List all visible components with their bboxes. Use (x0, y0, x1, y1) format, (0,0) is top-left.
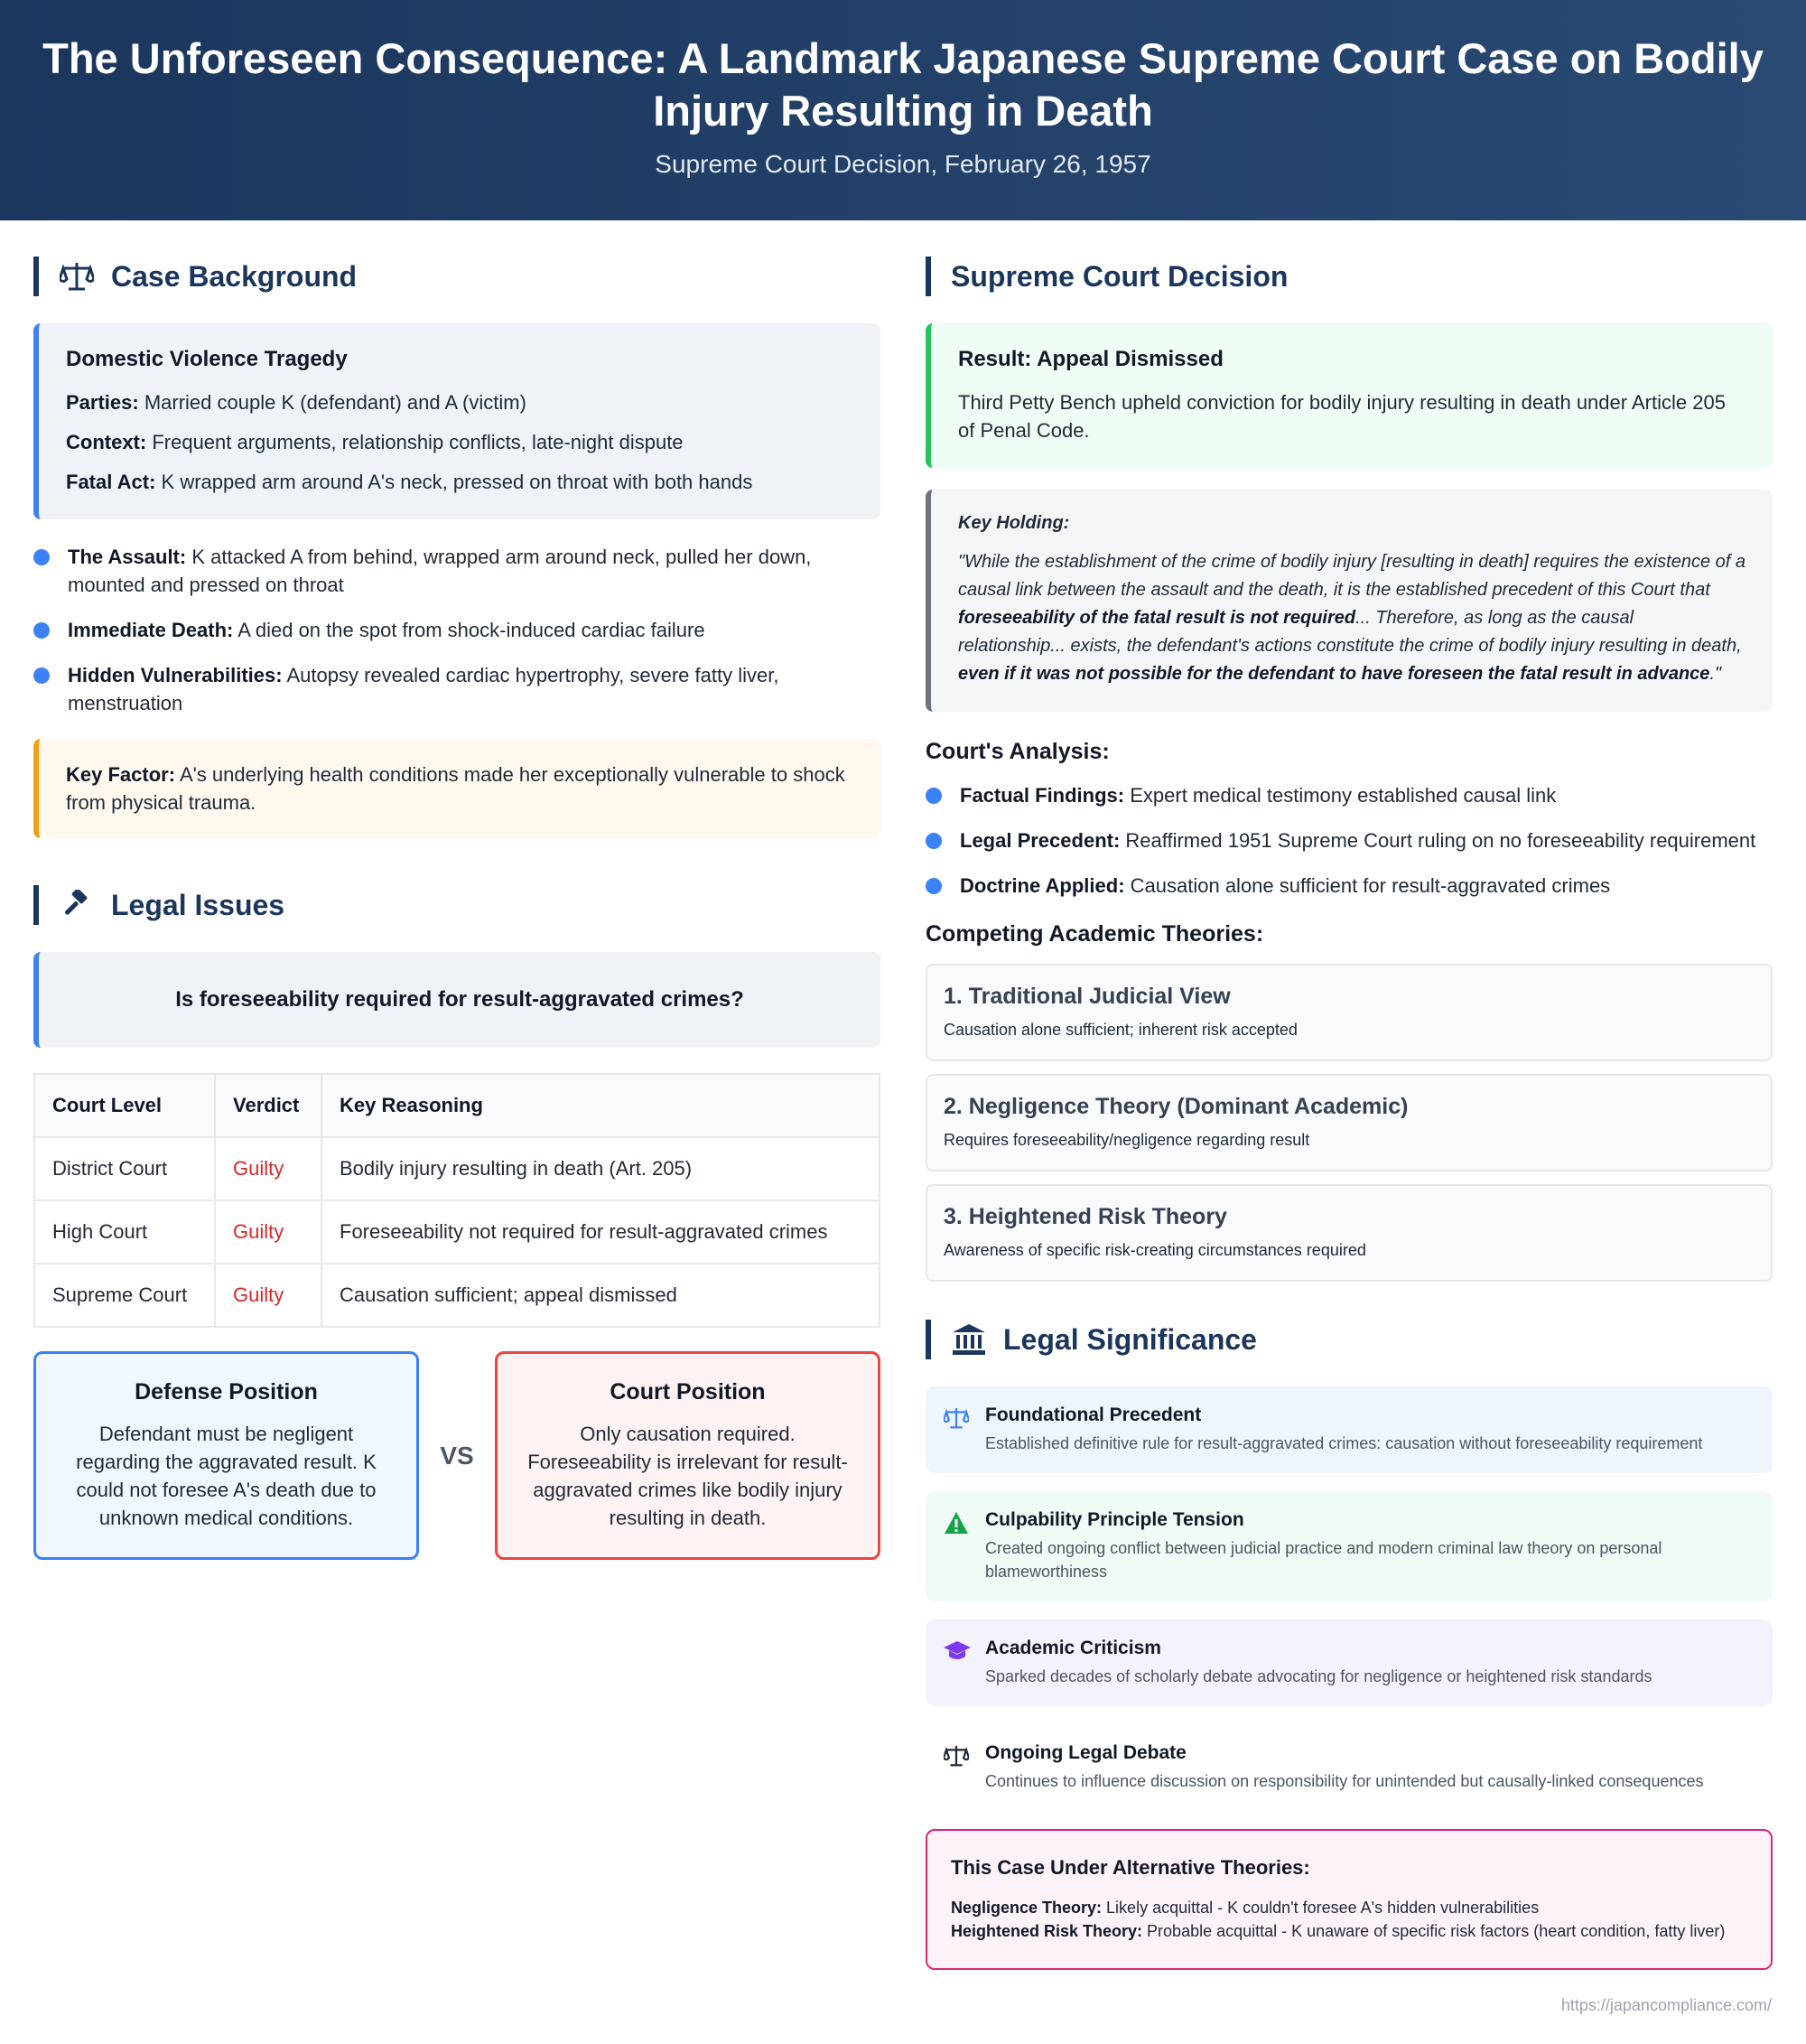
court-cell: Supreme Court (34, 1264, 215, 1327)
footer-url[interactable]: https://japancompliance.com/ (1560, 1996, 1772, 2014)
analysis-heading: Court's Analysis: (926, 739, 1110, 764)
theories-heading: Competing Academic Theories: (926, 921, 1264, 947)
court-text: Only causation required. Foreseeability is irrelevant for result-aggravated crimes like bodily injury resulting in death. (527, 1423, 848, 1529)
list-item: Legal Precedent: Reaffirmed 1951 Supreme Court ruling on no foreseeability requirement (926, 826, 1773, 854)
verdict-table (33, 1073, 880, 1328)
left-column (33, 220, 880, 1970)
significance-title: Culpability Principle Tension (985, 1509, 1244, 1530)
theory-card (926, 964, 1773, 1061)
section-heading: Legal Significance (1003, 1322, 1257, 1356)
court-cell: High Court (34, 1200, 215, 1264)
verdict-cell: Guilty (215, 1200, 321, 1264)
list-item: Immediate Death: A died on the spot from shock-induced cardiac failure (33, 616, 880, 644)
verdict-cell: Guilty (215, 1264, 321, 1327)
bullet-dot-icon (926, 833, 942, 849)
page-subtitle: Supreme Court Decision, February 26, 1957 (655, 150, 1151, 178)
reasoning-cell: Causation sufficient; appeal dismissed (321, 1264, 880, 1327)
fact-fatal-act: Fatal Act: K wrapped arm around A's neck, pressed on throat with both hands (66, 471, 753, 493)
card-title: Domestic Violence Tragedy (66, 347, 348, 371)
page-title: The Unforeseen Consequence: A Landmark Japanese Supreme Court Case on Bodily Injury Resulting in Death (42, 34, 1764, 135)
defense-title: Defense Position (135, 1379, 318, 1405)
bullet-dot-icon (33, 667, 50, 684)
bullet-dot-icon (926, 878, 942, 894)
significance-title: Foundational Precedent (985, 1405, 1202, 1425)
scales-icon (59, 258, 95, 294)
theory-text: Requires foreseeability/negligence regarding result (944, 1131, 1310, 1149)
court-title: Court Position (610, 1379, 766, 1405)
warning-icon (944, 1509, 973, 1583)
theory-text: Awareness of specific risk-creating circumstances required (944, 1241, 1366, 1259)
court-position-card (495, 1351, 880, 1560)
bullet-dot-icon (33, 549, 50, 565)
gavel-icon (59, 887, 95, 923)
section-heading: Case Background (111, 259, 358, 293)
section-supreme-court-decision (926, 257, 1773, 296)
scales-icon (944, 1405, 973, 1455)
positions-comparison (33, 1351, 880, 1560)
vs-label: VS (440, 1441, 474, 1470)
significance-item (926, 1491, 1773, 1601)
key-factor-callout: Key Factor: A's underlying health conditions made her exceptionally vulnerable to shock from physical trauma. (33, 739, 880, 838)
legal-question: Is foreseeability required for result-aggravated crimes? (33, 952, 880, 1048)
bullet-dot-icon (33, 622, 50, 639)
theory-title: 1. Traditional Judicial View (944, 984, 1231, 1009)
reasoning-cell: Bodily injury resulting in death (Art. 205) (321, 1137, 880, 1200)
court-cell: District Court (34, 1137, 215, 1200)
alternative-theories-box (926, 1829, 1773, 1970)
significance-item (926, 1386, 1773, 1473)
defense-text: Defendant must be negligent regarding the aggravated result. K could not foresee A's death due to unknown medical conditions. (76, 1423, 377, 1529)
background-bullets (33, 543, 880, 717)
result-title: Result: Appeal Dismissed (958, 347, 1224, 371)
alt-title: This Case Under Alternative Theories: (951, 1856, 1310, 1879)
theory-title: 3. Heightened Risk Theory (944, 1204, 1227, 1229)
list-item: The Assault: K attacked A from behind, wrapped arm around neck, pulled her down, mounted and pressed on throat (33, 543, 880, 599)
list-item: Factual Findings: Expert medical testimony established causal link (926, 781, 1773, 809)
table-row (34, 1264, 880, 1327)
alt-heightened-risk: Heightened Risk Theory: Probable acquittal - K unaware of specific risk factors (heart condition, fatty liver) (951, 1922, 1726, 1940)
page-header (0, 0, 1806, 220)
result-text: Third Petty Bench upheld conviction for bodily injury resulting in death under Article 205 of Penal Code. (958, 391, 1726, 442)
significance-text: Established definitive rule for result-aggravated crimes: causation without foreseeability requirement (985, 1434, 1703, 1452)
column-header: Key Reasoning (321, 1074, 880, 1137)
courthouse-icon (951, 1321, 987, 1358)
table-header-row (34, 1074, 880, 1137)
significance-text: Continues to influence discussion on responsibility for unintended but causally-linked consequences (985, 1772, 1704, 1790)
table-row (34, 1200, 880, 1264)
reasoning-cell: Foreseeability not required for result-aggravated crimes (321, 1200, 880, 1264)
holding-label: Key Holding: (958, 513, 1070, 533)
analysis-list (926, 781, 1773, 900)
section-legal-significance (926, 1320, 1773, 1359)
alt-negligence: Negligence Theory: Likely acquittal - K couldn't foresee A's hidden vulnerabilities (951, 1899, 1540, 1917)
holding-text: "While the establishment of the crime of bodily injury [resulting in death] requires the existence of a causal link between the assault and the death, it is the established precedent of this Court that foreseeability of the fatal result is not required... Therefore, as long as the causal relationship... exists, the defendant's actions constitute the crime of bodily injury resulting in death, even if it was not possible for the defendant to have foreseen the fatal result in advance." (958, 552, 1745, 684)
theory-card (926, 1074, 1773, 1171)
theory-card (926, 1184, 1773, 1282)
column-header: Verdict (215, 1074, 321, 1137)
fact-parties: Parties: Married couple K (defendant) and A (victim) (66, 391, 526, 414)
significance-item (926, 1724, 1773, 1811)
theory-title: 2. Negligence Theory (Dominant Academic) (944, 1094, 1409, 1119)
scales-icon (944, 1742, 973, 1793)
theory-text: Causation alone sufficient; inherent risk accepted (944, 1021, 1298, 1039)
section-heading: Legal Issues (111, 888, 285, 921)
right-column (926, 220, 1773, 1970)
fact-context: Context: Frequent arguments, relationship conflicts, late-night dispute (66, 431, 684, 453)
significance-item (926, 1619, 1773, 1706)
column-header: Court Level (34, 1074, 215, 1137)
section-legal-issues (33, 885, 880, 925)
graduation-cap-icon (944, 1638, 973, 1688)
significance-text: Created ongoing conflict between judicial practice and modern criminal law theory on personal blameworthiness (985, 1539, 1662, 1581)
section-heading: Supreme Court Decision (951, 259, 1289, 293)
significance-text: Sparked decades of scholarly debate advocating for negligence or heightened risk standards (985, 1667, 1652, 1685)
section-case-background (33, 257, 880, 296)
defense-position-card (33, 1351, 419, 1560)
table-row (34, 1137, 880, 1200)
list-item: Hidden Vulnerabilities: Autopsy revealed cardiac hypertrophy, severe fatty liver, menstruation (33, 661, 880, 717)
key-holding-quote (926, 490, 1773, 712)
result-card (926, 323, 1773, 468)
bullet-dot-icon (926, 788, 942, 804)
list-item: Doctrine Applied: Causation alone sufficient for result-aggravated crimes (926, 872, 1773, 900)
significance-title: Ongoing Legal Debate (985, 1742, 1187, 1763)
domestic-violence-card (33, 323, 880, 519)
significance-title: Academic Criticism (985, 1638, 1161, 1658)
verdict-cell: Guilty (215, 1137, 321, 1200)
